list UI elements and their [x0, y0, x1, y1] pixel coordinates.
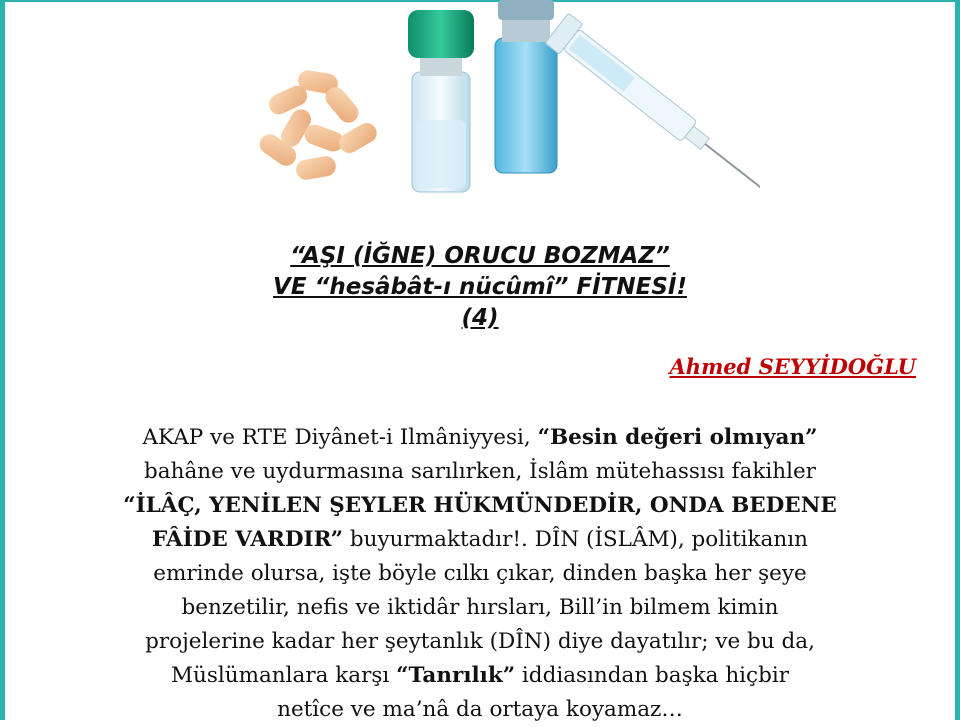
pills [256, 69, 380, 182]
headline-part-number: (4) [461, 305, 499, 331]
body-line: benzetilir, nefis ve iktidâr hırsları, Bill’in bilmem kimin [181, 595, 779, 620]
body-text: iddiasından başka hiçbir [515, 663, 790, 688]
body-line: netîce ve ma’nâ da ortaya koyamaz… [277, 697, 683, 722]
body-text: AKAP ve RTE Diyânet-i Ilmâniyyesi, [142, 425, 538, 450]
body-line: bahâne ve uydurmasına sarılırken, İslâm mütehassısı fakihler [144, 459, 816, 484]
body-line [30, 659, 930, 693]
body-quote-line: “İLÂÇ, YENİLEN ŞEYLER HÜKMÜNDEDİR, ONDA BEDENE [123, 493, 837, 518]
body-text: Müslümanlara karşı [170, 663, 397, 688]
author-name: Ahmed SEYYİDOĞLU [669, 354, 916, 379]
body-line: projelerine kadar her şeytanlık (DÎN) diye dayatılır; ve bu da, [145, 629, 815, 654]
vial-green-cap [408, 10, 474, 192]
syringe [545, 13, 760, 203]
body-line [30, 421, 930, 455]
headline-line-2: VE “hesâbât-ı nücûmî” FİTNESİ! [273, 274, 687, 300]
body-text: buyurmaktadır!. DÎN (İSLÂM), politikanın [343, 527, 808, 552]
body-line [30, 523, 930, 557]
body-quote: “Tanrılık” [396, 663, 516, 688]
headline-line-1: “AŞI (İĞNE) ORUCU BOZMAZ” [290, 243, 670, 269]
body-quote: FÂİDE VARDIR” [152, 527, 344, 552]
body-line: emrinde olursa, işte böyle cılkı çıkar, dinden başka her şeye [153, 561, 807, 586]
article-body [30, 421, 930, 727]
vial-blue [495, 0, 557, 173]
body-quote: “Besin değeri olmıyan” [537, 425, 818, 450]
vaccine-illustration [240, 0, 760, 205]
